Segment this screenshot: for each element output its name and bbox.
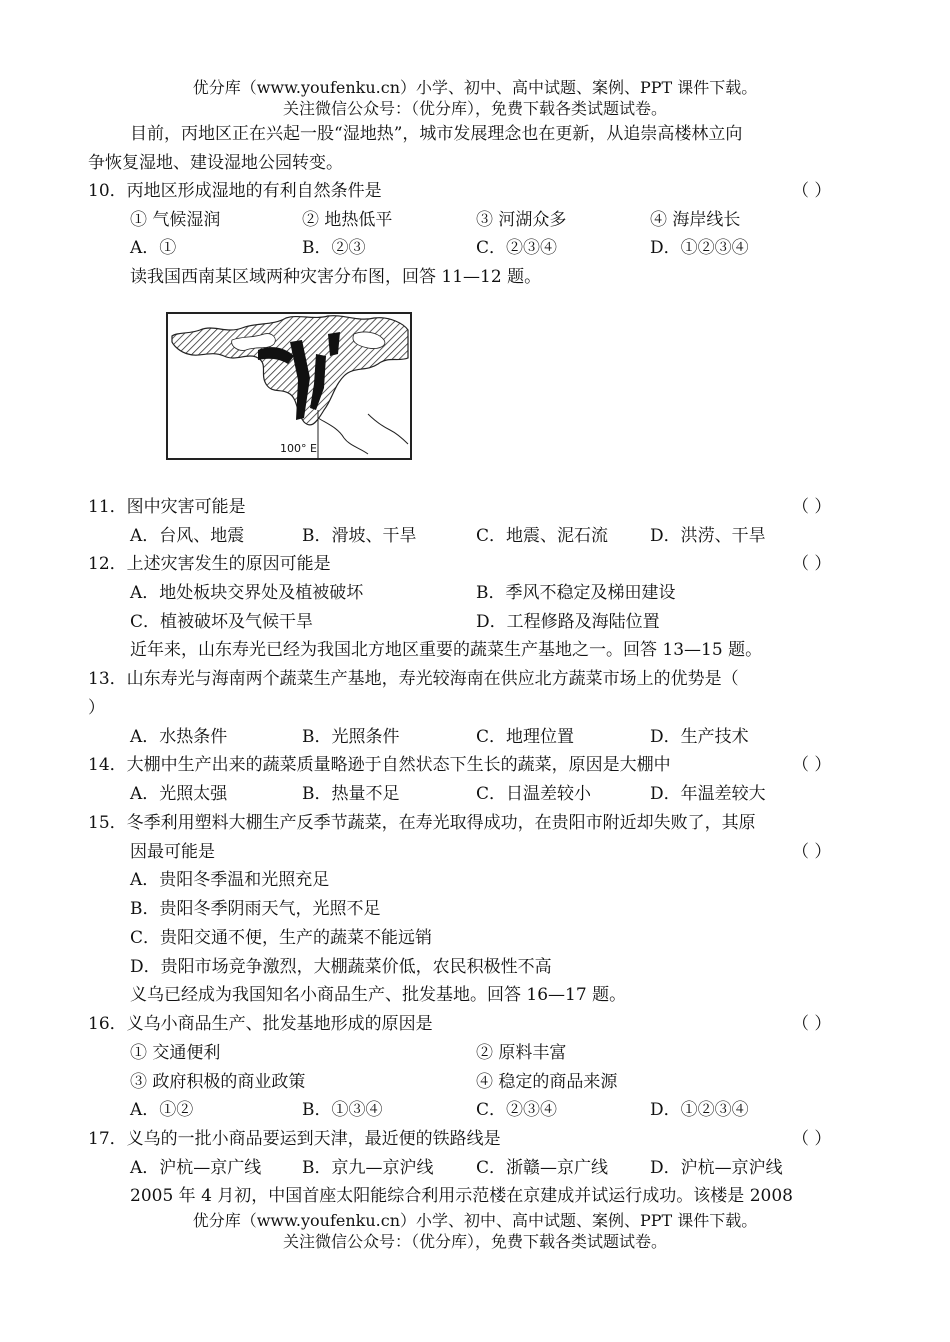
q16-stem: 16．义乌小商品生产、批发基地形成的原因是 — [88, 1014, 433, 1034]
q11-option-d: D．洪涝、干旱 — [650, 526, 766, 546]
q13-option-c: C．地理位置 — [476, 727, 575, 747]
q13-option-a: A．水热条件 — [130, 727, 228, 747]
intro-map: 读我国西南某区域两种灾害分布图，回答 11—12 题。 — [130, 267, 542, 287]
page-footer-line1: 优分库（www.youfenku.cn）小学、初中、高中试题、案例、PPT 课件下载。 — [192, 1211, 758, 1230]
q10-option-d: D．①②③④ — [650, 238, 749, 258]
q11-option-a: A．台风、地震 — [130, 526, 245, 546]
map-graphic — [168, 314, 410, 458]
q11-answer-blank: （ ） — [792, 497, 832, 517]
q10-item-3: ③ 河湖众多 — [476, 210, 567, 230]
q16-option-d: D．①②③④ — [650, 1100, 749, 1120]
q14-option-c: C．日温差较小 — [476, 784, 592, 804]
q12-option-a: A．地处板块交界处及植被破坏 — [130, 583, 364, 603]
q10-option-c: C．②③④ — [476, 238, 558, 258]
q14-stem: 14．大棚中生产出来的蔬菜质量略逊于自然状态下生长的蔬菜，原因是大棚中 — [88, 755, 671, 775]
q12-stem: 12．上述灾害发生的原因可能是 — [88, 554, 331, 574]
q14-option-b: B．热量不足 — [302, 784, 400, 804]
q12-option-b: B．季风不稳定及梯田建设 — [476, 583, 676, 603]
q15-stem-continued: 因最可能是 — [130, 842, 215, 862]
border-line — [368, 414, 408, 444]
page-header-line2: 关注微信公众号：（优分库），免费下载各类试题试卷。 — [282, 99, 667, 118]
q10-answer-blank: （ ） — [792, 181, 832, 201]
q16-option-c: C．②③④ — [476, 1100, 558, 1120]
q10-item-1: ① 气候湿润 — [130, 210, 221, 230]
q15-answer-blank: （ ） — [792, 842, 832, 862]
page-footer-line2: 关注微信公众号：（优分库），免费下载各类试题试卷。 — [282, 1232, 667, 1251]
q14-answer-blank: （ ） — [792, 755, 832, 775]
disaster-distribution-map — [166, 312, 412, 460]
q10-item-4: ④ 海岸线长 — [650, 210, 741, 230]
intro-yiwu: 义乌已经成为我国知名小商品生产、批发基地。回答 16—17 题。 — [130, 985, 627, 1005]
q13-option-d: D．生产技术 — [650, 727, 749, 747]
intro-shouguang: 近年来，山东寿光已经为我国北方地区重要的蔬菜生产基地之一。回答 13—15 题。 — [130, 640, 763, 660]
intro-wetland-line2: 争恢复湿地、建设湿地公园转变。 — [88, 153, 343, 173]
intro-solar: 2005 年 4 月初，中国首座太阳能综合利用示范楼在京建成并试运行成功。该楼是 2008 — [130, 1186, 793, 1206]
q17-stem: 17．义乌的一批小商品要运到天津，最近便的铁路线是 — [88, 1129, 501, 1149]
hatched-disaster-area — [172, 316, 408, 425]
q11-option-b: B．滑坡、干旱 — [302, 526, 417, 546]
q16-item-4: ④ 稳定的商品来源 — [476, 1072, 618, 1092]
q15-option-c: C．贵阳交通不便，生产的蔬菜不能远销 — [130, 928, 433, 948]
q17-option-d: D．沪杭—京沪线 — [650, 1158, 783, 1178]
q10-option-a: A．① — [130, 238, 177, 258]
q16-item-2: ② 原料丰富 — [476, 1043, 567, 1063]
q12-option-c: C．植被破坏及气候干旱 — [130, 612, 314, 632]
q12-option-d: D．工程修路及海陆位置 — [476, 612, 660, 632]
q17-option-a: A．沪杭—京广线 — [130, 1158, 262, 1178]
q15-option-b: B．贵阳冬季阴雨天气，光照不足 — [130, 899, 381, 919]
q15-option-d: D．贵阳市场竞争激烈，大棚蔬菜价低，农民积极性不高 — [130, 957, 552, 977]
q16-option-b: B．①③④ — [302, 1100, 383, 1120]
intro-wetland-line1: 目前，丙地区正在兴起一股“湿地热”，城市发展理念也在更新，从追崇高楼林立向 — [130, 124, 743, 144]
q12-answer-blank: （ ） — [792, 554, 832, 574]
q14-option-a: A．光照太强 — [130, 784, 228, 804]
q15-stem: 15．冬季利用塑料大棚生产反季节蔬菜，在寿光取得成功，在贵阳市附近却失败了，其原 — [88, 813, 756, 833]
q17-answer-blank: （ ） — [792, 1129, 832, 1149]
q13-stem-continued: ） — [88, 698, 105, 718]
q10-stem: 10．丙地区形成湿地的有利自然条件是 — [88, 181, 382, 201]
q10-item-2: ② 地热低平 — [302, 210, 393, 230]
page-header-line1: 优分库（www.youfenku.cn）小学、初中、高中试题、案例、PPT 课件下载。 — [192, 78, 758, 97]
q15-option-a: A．贵阳冬季温和光照充足 — [130, 870, 330, 890]
q13-stem: 13．山东寿光与海南两个蔬菜生产基地，寿光较海南在供应北方蔬菜市场上的优势是（ — [88, 669, 739, 689]
q17-option-c: C．浙赣—京广线 — [476, 1158, 609, 1178]
meridian-label: 100° E — [280, 442, 317, 455]
q13-option-b: B．光照条件 — [302, 727, 400, 747]
q16-item-1: ① 交通便利 — [130, 1043, 221, 1063]
border-line — [318, 418, 368, 454]
q14-option-d: D．年温差较大 — [650, 784, 766, 804]
q10-option-b: B．②③ — [302, 238, 366, 258]
q11-stem: 11．图中灾害可能是 — [88, 497, 246, 517]
q17-option-b: B．京九—京沪线 — [302, 1158, 434, 1178]
q11-option-c: C．地震、泥石流 — [476, 526, 609, 546]
q16-item-3: ③ 政府积极的商业政策 — [130, 1072, 306, 1092]
q16-option-a: A．①② — [130, 1100, 194, 1120]
q16-answer-blank: （ ） — [792, 1014, 832, 1034]
